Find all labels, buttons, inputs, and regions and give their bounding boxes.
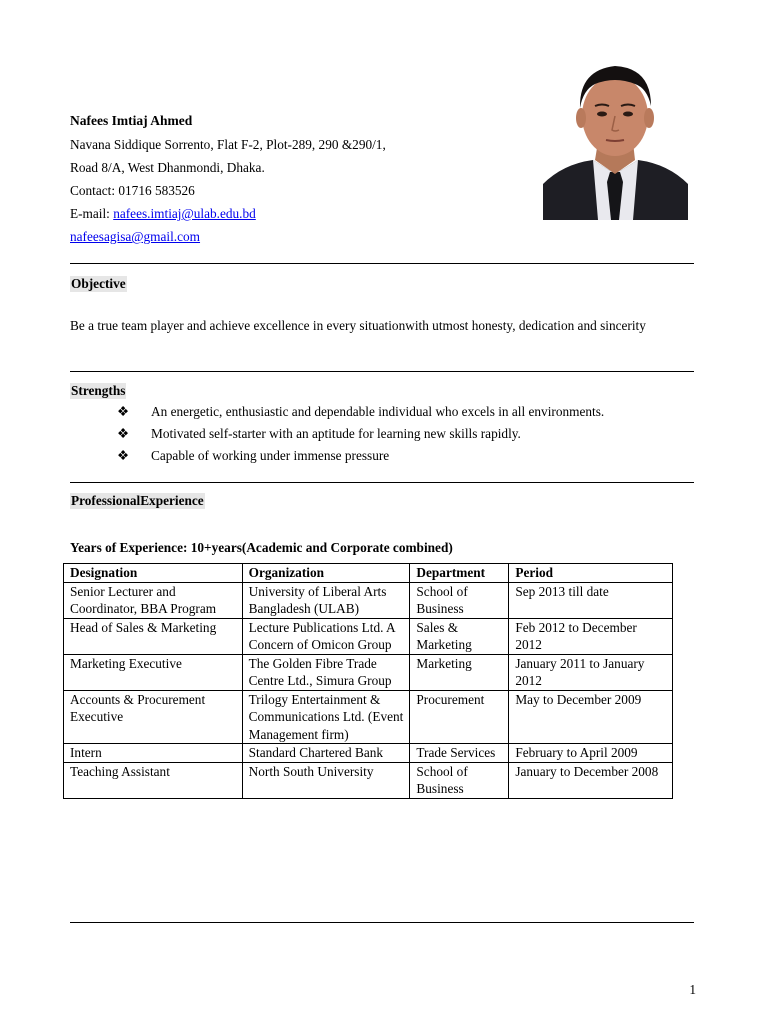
- column-header-department: Department: [410, 564, 509, 583]
- strength-item: An energetic, enthusiastic and dependable individual who excels in all environments.: [151, 404, 605, 419]
- contact-number: Contact: 01716 583526: [70, 183, 195, 198]
- cell-period: Sep 2013 till date: [509, 582, 673, 618]
- cell-designation: Accounts & Procurement Executive: [64, 690, 243, 744]
- email-row: [70, 206, 256, 222]
- experience-heading: ProfessionalExperience: [71, 493, 204, 508]
- divider: [70, 922, 694, 923]
- cell-department: School of Business: [410, 582, 509, 618]
- cell-organization: Trilogy Entertainment & Communications Ltd. (Event Management firm): [242, 690, 410, 744]
- divider: [70, 371, 694, 372]
- address-line-2: Road 8/A, West Dhanmondi, Dhaka.: [70, 160, 265, 175]
- cell-period: February to April 2009: [509, 744, 673, 763]
- experience-table: [63, 563, 673, 799]
- bullet-icon: ❖: [117, 426, 129, 441]
- objective-heading: Objective: [71, 276, 126, 291]
- table-row: [64, 582, 673, 618]
- cell-designation: Intern: [64, 744, 243, 763]
- address-line-1: Navana Siddique Sorrento, Flat F-2, Plot-289, 290 &290/1,: [70, 137, 386, 152]
- cell-designation: Marketing Executive: [64, 654, 243, 690]
- email-link-ulab[interactable]: nafees.imtiaj@ulab.edu.bd: [113, 206, 256, 221]
- cell-designation: Senior Lecturer and Coordinator, BBA Program: [64, 582, 243, 618]
- table-row: [64, 618, 673, 654]
- cell-organization: The Golden Fibre Trade Centre Ltd., Simura Group: [242, 654, 410, 690]
- strength-item: Motivated self-starter with an aptitude for learning new skills rapidly.: [151, 426, 521, 441]
- candidate-name: Nafees Imtiaj Ahmed: [70, 113, 193, 128]
- column-header-period: Period: [509, 564, 673, 583]
- bullet-icon: ❖: [117, 404, 129, 419]
- cell-department: Marketing: [410, 654, 509, 690]
- table-row: [64, 762, 673, 798]
- cell-designation: Head of Sales & Marketing: [64, 618, 243, 654]
- years-of-experience: Years of Experience: 10+years(Academic and Corporate combined): [70, 540, 453, 555]
- cell-department: Sales & Marketing: [410, 618, 509, 654]
- table-row: [64, 690, 673, 744]
- cell-period: January 2011 to January 2012: [509, 654, 673, 690]
- strengths-heading: Strengths: [71, 383, 126, 398]
- table-row: [64, 744, 673, 763]
- table-header-row: [64, 564, 673, 583]
- cell-department: School of Business: [410, 762, 509, 798]
- cell-organization: University of Liberal Arts Bangladesh (ULAB): [242, 582, 410, 618]
- bullet-icon: ❖: [117, 448, 129, 463]
- cell-designation: Teaching Assistant: [64, 762, 243, 798]
- cell-organization: North South University: [242, 762, 410, 798]
- email-link-gmail[interactable]: nafeesagisa@gmail.com: [70, 229, 201, 244]
- cell-organization: Standard Chartered Bank: [242, 744, 410, 763]
- cell-period: January to December 2008: [509, 762, 673, 798]
- email-label: E-mail:: [70, 206, 114, 221]
- strength-item: Capable of working under immense pressure: [151, 448, 390, 463]
- cell-period: Feb 2012 to December 2012: [509, 618, 673, 654]
- page-number: 1: [689, 982, 696, 997]
- cell-department: Trade Services: [410, 744, 509, 763]
- table-row: [64, 654, 673, 690]
- divider: [70, 482, 694, 483]
- cell-organization: Lecture Publications Ltd. A Concern of Omicon Group: [242, 618, 410, 654]
- divider: [70, 263, 694, 264]
- objective-text: Be a true team player and achieve excellence in every situationwith utmost honesty, dedication and sincerity: [70, 318, 646, 333]
- column-header-designation: Designation: [64, 564, 243, 583]
- cell-department: Procurement: [410, 690, 509, 744]
- email-row-2: [70, 229, 200, 245]
- profile-photo: [543, 56, 688, 220]
- column-header-organization: Organization: [242, 564, 410, 583]
- cell-period: May to December 2009: [509, 690, 673, 744]
